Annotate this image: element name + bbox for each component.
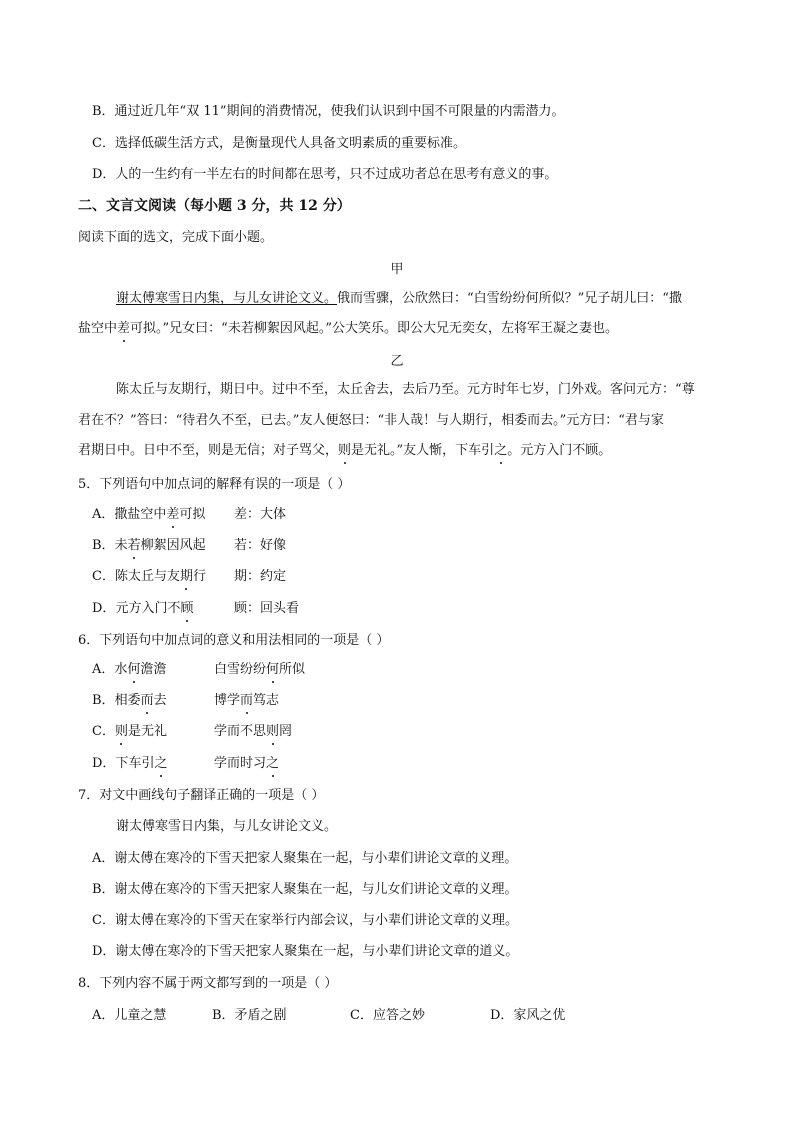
text-segment: 澹澹 (140, 662, 167, 677)
question-7-option-c: C．谢太傅在寒冷的下雪天在家举行内部会议，与小辈们讲论文章的义理。 (92, 913, 518, 928)
dotted-word: 则 (266, 724, 280, 739)
option-gloss: 顾：回头看 (234, 601, 300, 616)
dotted-word: 则 (114, 724, 128, 739)
question-8-option-a: A．儿童之慧 (92, 1008, 167, 1023)
option-b-line: B．通过近几年“双 11”期间的消费情况，使我们认识到中国不可限量的内需潜力。 (92, 104, 565, 119)
option-compare (214, 692, 279, 710)
text-segment: 。元方入门不顾。 (507, 443, 612, 458)
question-8-option-d: D．家风之优 (490, 1008, 566, 1023)
option-d-line: D．人的一生约有一半左右的时间都在思考，只不过成功者总在思考有意义的事。 (92, 167, 558, 182)
text-segment: 白雪纷纷 (214, 662, 267, 677)
question-7-option-d: D．谢太傅在寒冷的下雪天把家人聚集在一起，与小辈们讲论文章的道义。 (92, 944, 519, 959)
text-segment: 未 (114, 538, 128, 553)
option-letter: B． (92, 693, 115, 708)
option-compare (214, 755, 279, 773)
text-segment: 柳絮因风起 (140, 538, 206, 553)
question-5-option-c (92, 568, 287, 586)
question-6-option-a (92, 661, 306, 679)
text-segment: 是无礼 (127, 724, 167, 739)
text-segment: 学而时习 (214, 756, 267, 771)
section-title: 二、文言文阅读（每小题 3 分，共 12 分） (78, 198, 351, 214)
dotted-word: 之 (154, 756, 168, 771)
question-8-option-c: C．应答之妙 (350, 1008, 425, 1023)
question-8-stem: 8．下列内容不属于两文都写到的一项是（ ） (78, 976, 338, 991)
text-segment: 盐空中 (78, 321, 118, 336)
passage-jia-line-1 (116, 290, 682, 308)
text-segment: 可拟 (179, 507, 206, 522)
question-7-stem: 7．对文中画线句子翻译正确的一项是（ ） (78, 788, 325, 803)
dotted-word: 差 (117, 321, 131, 336)
text-segment: 可拟。”兄女曰：“未若柳絮因风起。”公大笑乐。即公大兄无奕女，左将军王凝之妻也。 (130, 321, 618, 336)
text-segment: 君期日中。日中不至，则是无信；对子骂父， (78, 443, 339, 458)
option-letter: C． (92, 724, 115, 739)
text-segment: 罔 (279, 724, 293, 739)
question-7-option-a: A．谢太傅在寒冷的下雪天把家人聚集在一起，与小辈们讲论文章的义理。 (92, 851, 518, 866)
question-6-option-c (92, 723, 293, 741)
option-c-line: C．选择低碳生活方式，是衡量现代人具备文明素质的重要标准。 (92, 136, 466, 151)
dotted-word: 何 (127, 662, 141, 677)
passage-jia-line-1-rest: 俄而雪骤，公欣然曰：“白雪纷纷何所似？”兄子胡儿曰：“撒 (337, 291, 682, 306)
option-gloss: 若：好像 (234, 538, 287, 553)
option-compare (214, 723, 292, 741)
text-segment: 博学 (214, 693, 241, 708)
dotted-word: 之 (494, 443, 508, 458)
dotted-word: 而 (140, 693, 154, 708)
option-letter: A． (92, 662, 115, 677)
passage-yi-line-2: 君在不？”答曰：“待君久不至，已去。”友人便怒曰：“非人哉！与人期行，相委而去。”元方曰：“君与家 (78, 413, 664, 428)
text-segment: 元方入门不 (115, 601, 181, 616)
question-7-option-b: B．谢太傅在寒冷的下雪天把家人聚集在一起，与儿女们讲论文章的义理。 (92, 882, 518, 897)
option-gloss: 期：约定 (234, 569, 287, 584)
text-segment: 相委 (114, 693, 141, 708)
dotted-word: 而 (240, 693, 254, 708)
question-5-stem: 5．下列语句中加点词的解释有误的一项是（ ） (78, 477, 351, 492)
text-segment: 是无礼。”友人惭，下车引 (351, 443, 495, 458)
dotted-word: 若 (127, 538, 141, 553)
option-letter: D． (92, 756, 116, 771)
dotted-word: 顾 (180, 601, 194, 616)
text-segment: 下车引 (115, 756, 155, 771)
passage-yi-line-1: 陈太丘与友期行，期日中。过中不至，太丘舍去，去后乃至。元方时年七岁，门外戏。客问元方：“尊 (116, 382, 695, 397)
question-5-option-d (92, 600, 300, 618)
option-gloss: 差：大体 (234, 507, 287, 522)
dotted-word: 则 (338, 443, 352, 458)
option-letter: D． (92, 601, 116, 616)
passage-yi-title: 乙 (390, 354, 404, 369)
instruction-text: 阅读下面的选文，完成下面小题。 (78, 230, 274, 245)
text-segment: 水 (114, 662, 128, 677)
question-6-stem: 6．下列语句中加点词的意义和用法相同的一项是（ ） (78, 633, 390, 648)
underlined-sentence: 谢太傅寒雪日内集，与儿女讲论文义。 (116, 291, 338, 306)
question-6-option-b (92, 692, 280, 710)
passage-yi-line-3 (78, 442, 611, 460)
question-5-option-b (92, 537, 287, 555)
option-letter: B． (92, 538, 115, 553)
option-letter: A． (92, 507, 115, 522)
dotted-word: 期 (179, 569, 193, 584)
passage-jia-line-2 (78, 320, 618, 338)
text-segment: 去 (153, 693, 167, 708)
option-letter: C． (92, 569, 115, 584)
text-segment: 行 (192, 569, 206, 584)
text-segment: 陈太丘与友 (114, 569, 180, 584)
passage-jia-title: 甲 (390, 262, 404, 277)
dotted-word: 差 (166, 507, 180, 522)
text-segment: 所似 (279, 662, 306, 677)
question-6-option-d (92, 755, 280, 773)
dotted-word: 之 (266, 756, 280, 771)
dotted-word: 何 (266, 662, 280, 677)
option-compare (214, 661, 305, 679)
question-8-option-b: B．矛盾之剧 (212, 1008, 287, 1023)
text-segment: 学而不思 (214, 724, 267, 739)
question-5-option-a (92, 506, 287, 524)
text-segment: 笃志 (253, 693, 280, 708)
question-7-quote: 谢太傅寒雪日内集，与儿女讲论文义。 (116, 819, 338, 834)
text-segment: 撒盐空中 (114, 507, 167, 522)
